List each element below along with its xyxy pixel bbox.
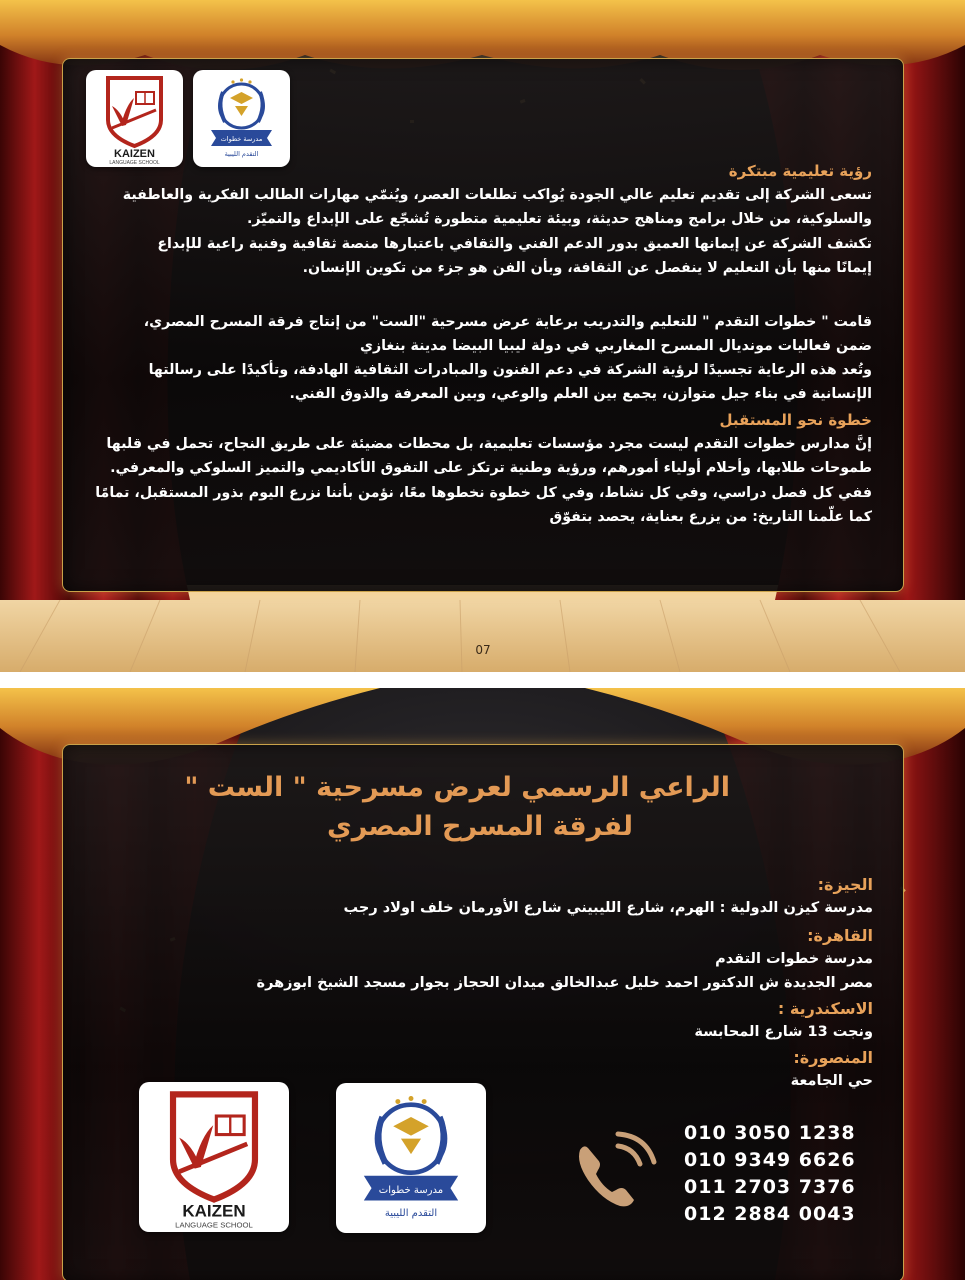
branch-city-giza: الجيزة: [817,875,873,894]
sponsor-title-line-1: الراعي الرسمي لعرض مسرحية " الست " [184,772,730,803]
branch-address-cairo-1: مدرسة خطوات التقدم [715,951,873,967]
kaizen-logo-sub: LANGUAGE SCHOOL [175,1220,253,1230]
phone-number-4: 012 2884 0043 [684,1203,856,1225]
branch-address-alexandria: ونجت 13 شارع المحابسة [694,1024,873,1040]
phone-number-2: 010 9349 6626 [684,1149,856,1171]
vision-heading: رؤية تعليمية مبتكرة [728,162,872,180]
future-line-1: إنَّ مدارس خطوات التقدم ليست مجرد مؤسسات تعليمية، بل محطات مضيئة على طريق النجاح، تحمل في قلبها [106,436,872,452]
branch-address-giza: مدرسة كيزن الدولية : الهرم، شارع الليبيني شارع الأورمان خلف اولاد رجب [343,900,873,916]
khotwat-logo-line2: التقدم الليبية [224,150,259,158]
phone-number-3: 011 2703 7376 [684,1176,856,1198]
branch-city-alexandria: الاسكندرية : [777,999,873,1018]
branch-address-cairo-2: مصر الجديدة ش الدكتور احمد خليل عبدالخالق ميدان الحجاز بجوار مسجد الشيخ ابوزهرة [256,975,873,991]
future-line-4: كما علّمنا التاريخ: من يزرع بعناية، يحصد بتفوّق [549,509,872,525]
khotwat-logo-line1: مدرسة خطوات [378,1184,444,1196]
kaizen-logo-name: KAIZEN [182,1201,246,1221]
page-2 [0,688,965,1280]
kaizen-logo-name: KAIZEN [114,148,155,160]
sponsor-line-1: قامت " خطوات التقدم " للتعليم والتدريب برعاية عرض مسرحية "الست" من إنتاج فرقة المسرح المصري، [143,314,872,330]
future-line-3: ففي كل فصل دراسي، وفي كل نشاط، وفي كل خطوة نخطوها معًا، نؤمن بأننا نزرع اليوم بذور المستقبل، تمامًا [95,485,872,501]
khotwat-logo [193,70,290,167]
sponsor-line-3: وتُعد هذه الرعاية تجسيدًا لرؤية الشركة في دعم الفنون والمبادرات الثقافية الهادفة، وتأكيدًا على رسالتها [148,362,872,378]
khotwat-logo-line2: التقدم الليبية [384,1207,438,1219]
future-heading: خطوة نحو المستقبل [719,411,872,429]
sponsor-line-4: الإنسانية في بناء جيل متوازن، يجمع بين العلم والوعي، وبين المعرفة والذوق الفني. [289,386,872,402]
kaizen-logo [86,70,183,167]
sponsor-line-2: ضمن فعاليات مونديال المسرح المغاربي في دولة ليبيا البيضا مدينة بنغازي [359,338,872,354]
phone-number-1: 010 3050 1238 [684,1122,856,1144]
vision-line-2: والسلوكية، من خلال برامج ومناهج حديثة، وبيئة تعليمية متطورة تُشجّع على الإبداع والتميّز. [246,211,872,227]
khotwat-logo [336,1083,486,1233]
vision-line-3: تكشف الشركة عن إيمانها العميق بدور الدعم الفني والثقافي باعتبارها منصة ثقافية وفنية راعية للإبداع [157,236,872,252]
sponsor-title-line-2: لفرقة المسرح المصري [326,811,634,842]
branch-city-cairo: القاهرة: [807,926,873,945]
page-number: 07 [475,643,491,657]
khotwat-logo-line1: مدرسة خطوات [220,135,263,143]
branch-address-mansoura: حي الجامعة [790,1073,873,1089]
future-line-2: طموحات طلابها، وأحلام أولياء أمورهم، ورؤية وطنية ترتكز على التفوق الأكاديمي والتميز السلوكي والمعرفي. [110,460,872,476]
vision-line-4: إيمانًا منها بأن التعليم لا ينفصل عن الثقافة، وبأن الفن هو جزء من تكوين الإنسان. [302,260,872,276]
kaizen-logo [139,1082,289,1232]
branch-city-mansoura: المنصورة: [793,1048,873,1067]
vision-line-1: تسعى الشركة إلى تقديم تعليم عالي الجودة يُواكب تطلعات العصر، ويُنمّي مهارات الطالب الفكرية والعاطفية [122,187,872,203]
phone-icon [566,1128,666,1218]
kaizen-logo-sub: LANGUAGE SCHOOL [109,160,160,166]
